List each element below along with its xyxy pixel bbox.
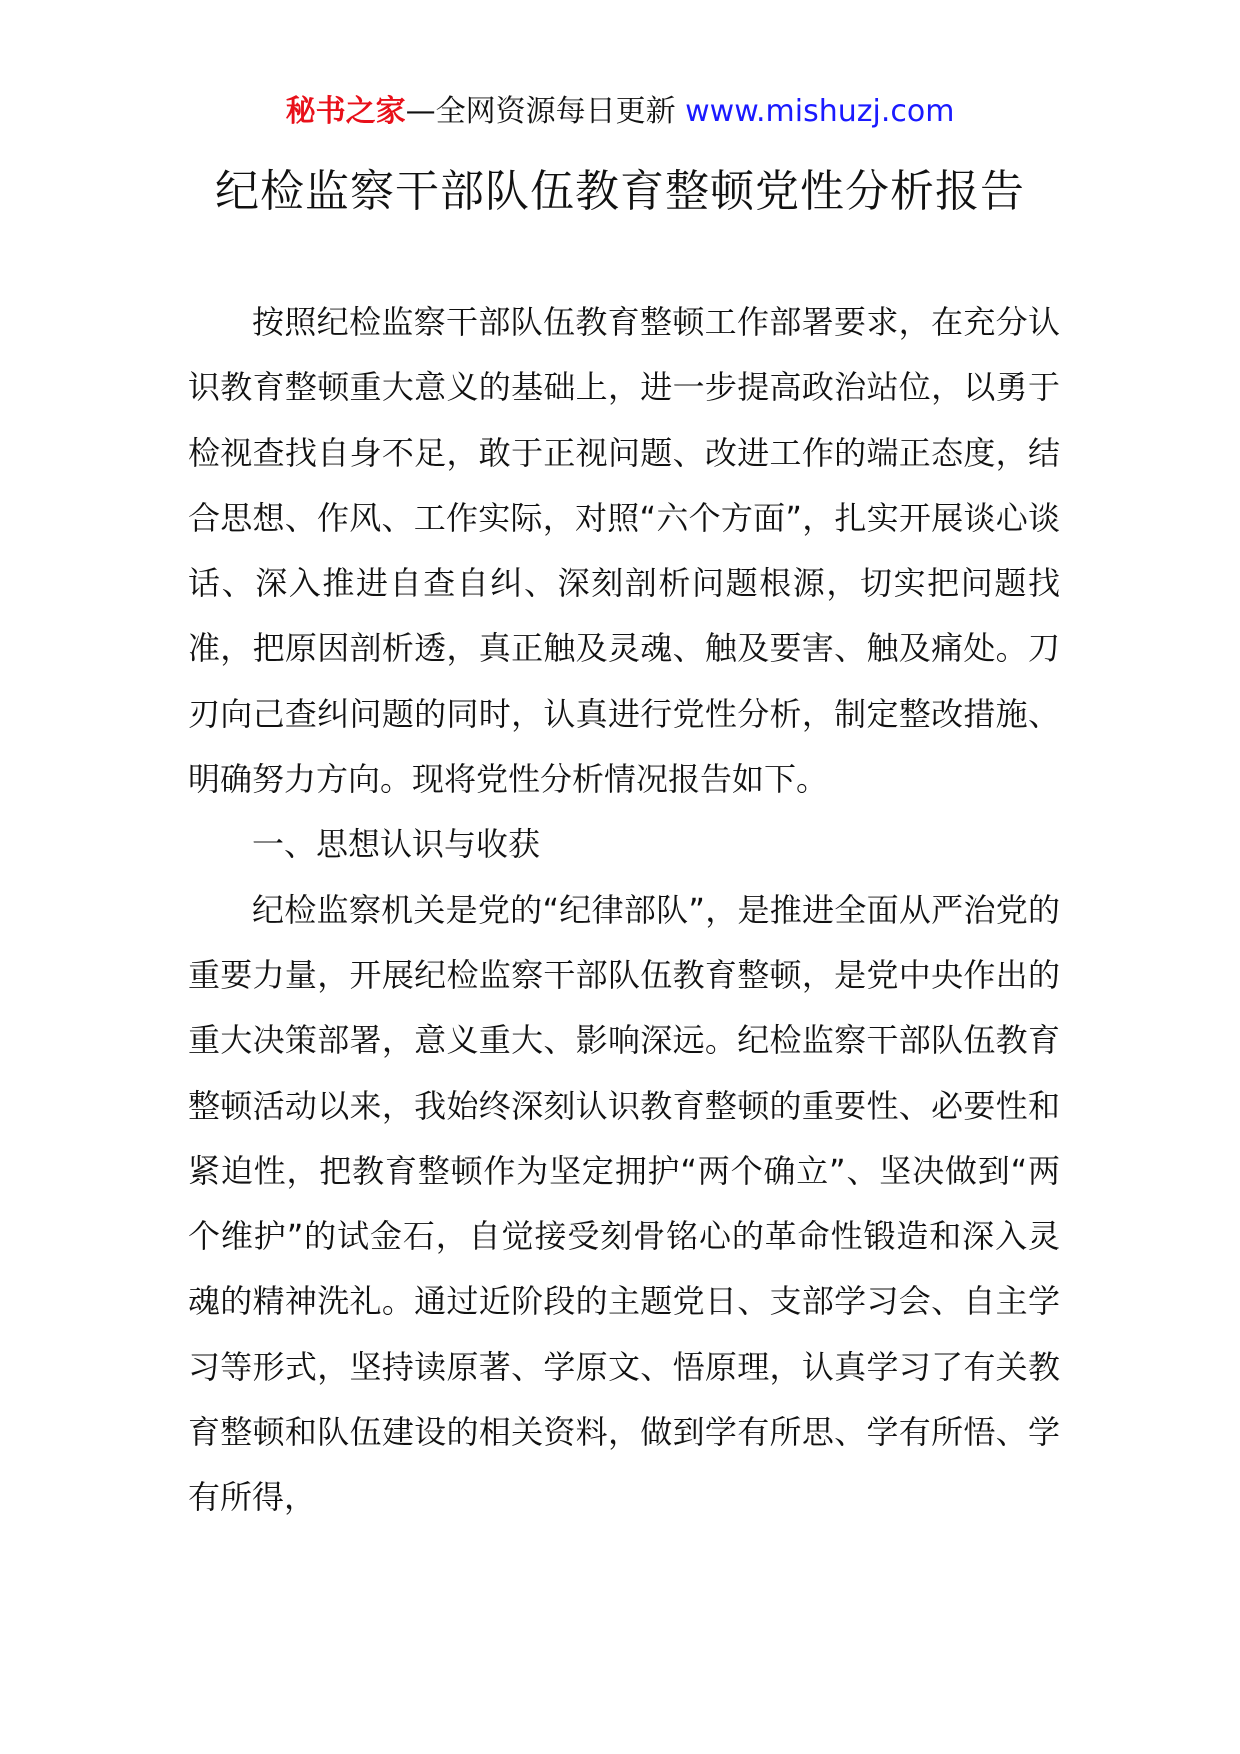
brand-name: 秘书之家 — [285, 94, 406, 129]
section-heading: 一、思想认识与收获 — [252, 825, 541, 864]
header-tagline: —全网资源每日更新 — [405, 94, 676, 129]
site-url-link[interactable]: www.mishuzj.com — [685, 94, 955, 129]
body-paragraph: 按照纪检监察干部队伍教育整顿工作部署要求，在充分认识教育整顿重大意义的基础上，进一步提高政治站位，以勇于检视查找自身不足，敢于正视问题、改进工作的端正态度，结合思想、作风、工作实际，对照“六个方面”，扎实开展谈心谈话、深入推进自查自纠、深刻剖析问题根源，切实把问题找准，把原因剖析透，真正触及灵魂、触及要害、触及痛处。刀刃向己查纠问题的同时，认真进行党性分析，制定整改措施、明确努力方向。现将党性分析情况报告如下。 — [188, 303, 1060, 799]
document-title: 纪检监察干部队伍教育整顿党性分析报告 — [215, 166, 1025, 217]
body-paragraph: 纪检监察机关是党的“纪律部队”，是推进全面从严治党的重要力量，开展纪检监察干部队伍教育整顿，是党中央作出的重大决策部署，意义重大、影响深远。纪检监察干部队伍教育整顿活动以来，我始终深刻认识教育整顿的重要性、必要性和紧迫性，把教育整顿作为坚定拥护“两个确立”、坚决做到“两个维护”的试金石，自觉接受刻骨铭心的革命性锻造和深入灵魂的精神洗礼。通过近阶段的主题党日、支部学习会、自主学习等形式，坚持读原著、学原文、悟原理，认真学习了有关教育整顿和队伍建设的相关资料，做到学有所思、学有所悟、学有所得， — [188, 890, 1060, 1517]
document-body — [188, 290, 1060, 1531]
header-banner — [0, 92, 1240, 132]
